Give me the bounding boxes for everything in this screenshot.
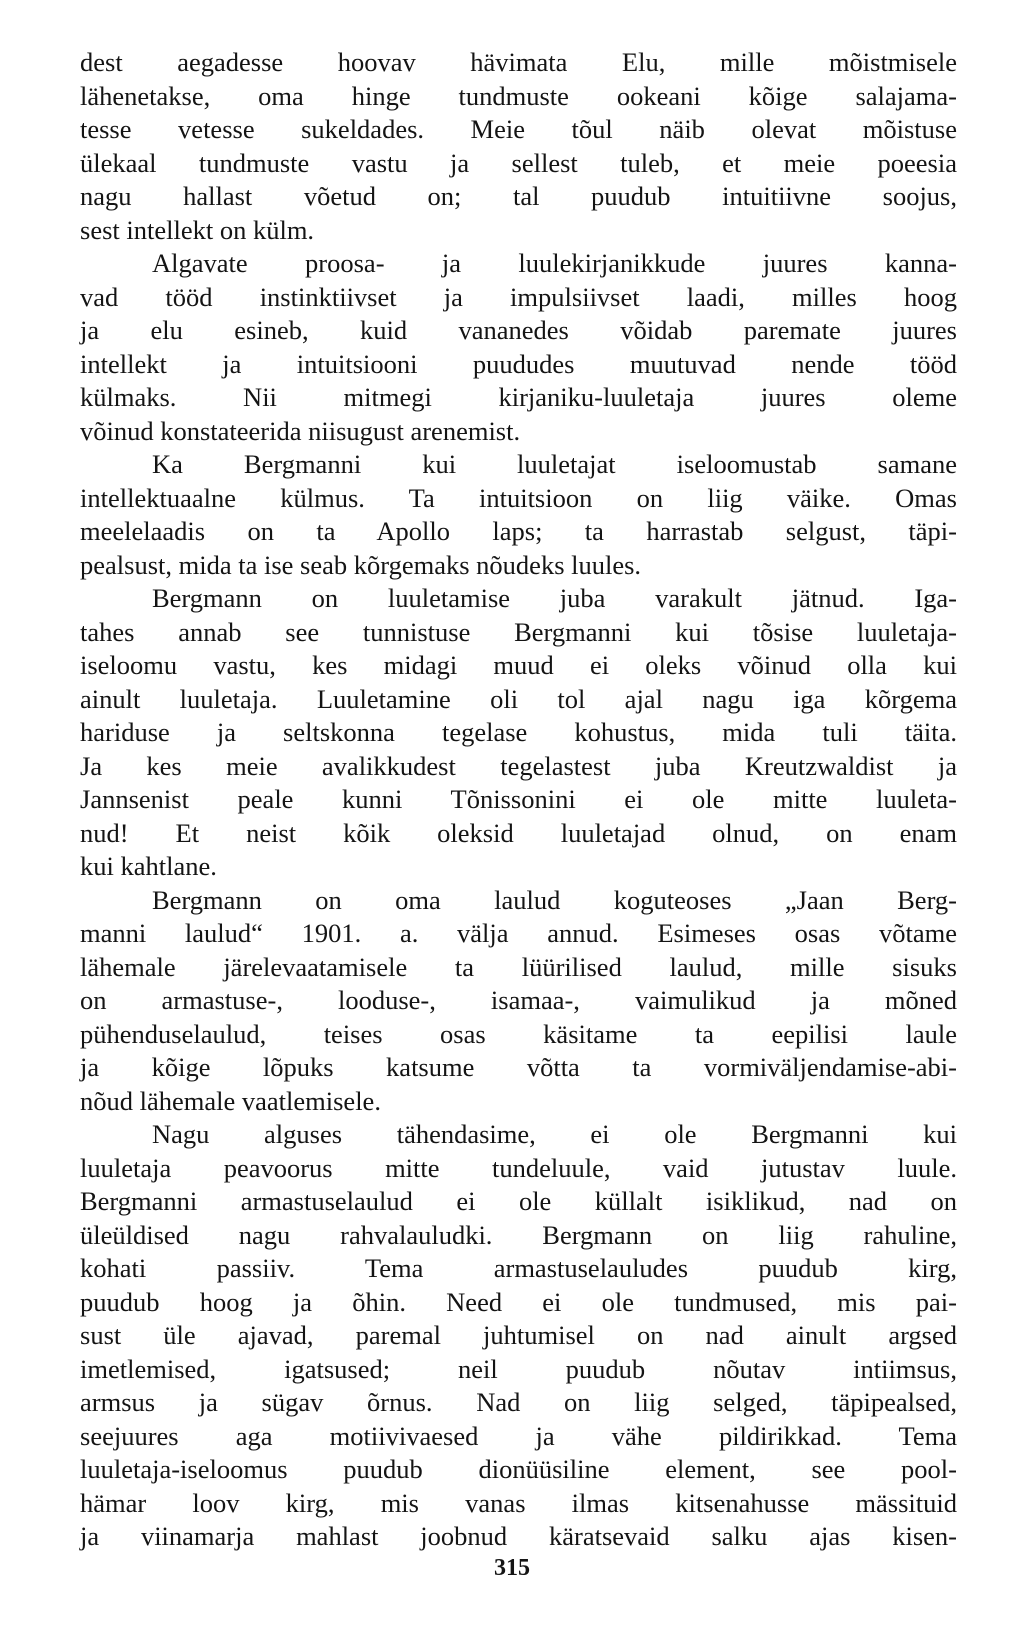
- text-line: kui kahtlane.: [80, 851, 217, 881]
- text-line: ülekaal tundmuste vastu ja sellest tuleb, et meie poeesia: [80, 147, 957, 178]
- text-line: lähenetakse, oma hinge tundmuste ookeani kõige salajama-: [80, 80, 957, 111]
- text-line: sest intellekt on külm.: [80, 214, 315, 245]
- text-line: armsus ja sügav õrnus. Nad on liig selged, täpipealsed,: [80, 1387, 957, 1417]
- text-line: meelelaadis on ta Apollo laps; ta harrastab selgust, täpi-: [80, 516, 957, 546]
- text-line: nud! Et neist kõik oleksid luuletajad olnud, on enam: [80, 817, 957, 848]
- text-line: hämar loov kirg, mis vanas ilmas kitsenahusse mässituid: [80, 1487, 957, 1518]
- text-line: ja kõige lõpuks katsume võtta ta vormiväljendamise-abi-: [80, 1052, 957, 1082]
- paragraph-start-line: Bergmann on luuletamise juba varakult jätnud. Iga-: [152, 583, 957, 613]
- paragraph-start-line: Bergmann on oma laulud koguteoses „Jaan Berg-: [152, 884, 957, 915]
- text-line: lähemale järelevaatamisele ta lüürilised laulud, mille sisuks: [80, 951, 957, 982]
- page-number: 315: [494, 1555, 530, 1581]
- text-line: Jannsenist peale kunni Tõnissonini ei ole mitte luuleta-: [80, 784, 957, 814]
- text-line: puudub hoog ja õhin. Need ei ole tundmused, mis pai-: [80, 1286, 957, 1317]
- text-line: dest aegadesse hoovav hävimata Elu, mille mõistmisele: [80, 47, 957, 77]
- text-line: sust üle ajavad, paremal juhtumisel on nad ainult argsed: [80, 1320, 957, 1350]
- text-line: ja elu esineb, kuid vananedes võidab paremate juures: [80, 315, 957, 345]
- text-line: nagu hallast võetud on; tal puudub intuitiivne soojus,: [80, 181, 957, 211]
- text-line: külmaks. Nii mitmegi kirjaniku-luuletaja juures oleme: [80, 382, 957, 412]
- text-line: hariduse ja seltskonna tegelase kohustus, mida tuli täita.: [80, 717, 957, 747]
- paragraph-start-line: Algavate proosa- ja luulekirjanikkude juures kanna-: [152, 248, 957, 278]
- text-line: intellektuaalne külmus. Ta intuitsioon on liig väike. Omas: [80, 482, 957, 513]
- text-line: luuletaja peavoorus mitte tundeluule, vaid jutustav luule.: [80, 1152, 957, 1183]
- text-line: Bergmanni armastuselaulud ei ole küllalt isiklikud, nad on: [80, 1186, 957, 1216]
- body-text: [80, 46, 957, 1554]
- text-line: üleüldised nagu rahvalauludki. Bergmann on liig rahuline,: [80, 1219, 957, 1250]
- text-line: Ja kes meie avalikkudest tegelastest juba Kreutzwaldist ja: [80, 750, 957, 781]
- text-line: intellekt ja intuitsiooni puududes muutuvad nende tööd: [80, 348, 957, 379]
- text-line: manni laulud“ 1901. a. välja annud. Esimeses osas võtame: [80, 918, 957, 948]
- text-line: nõud lähemale vaatlemisele.: [80, 1085, 381, 1116]
- text-line: imetlemised, igatsused; neil puudub nõutav intiimsus,: [80, 1353, 957, 1384]
- text-line: vad tööd instinktiivset ja impulsiivset laadi, milles hoog: [80, 281, 957, 312]
- paragraph-start-line: Nagu alguses tähendasime, ei ole Bergmanni kui: [152, 1119, 957, 1149]
- text-line: pühenduselaulud, teises osas käsitame ta eepilisi laule: [80, 1018, 957, 1049]
- text-line: pealsust, mida ta ise seab kõrgemaks nõudeks luules.: [80, 549, 642, 580]
- text-line: võinud konstateerida niisugust arenemist.: [80, 415, 521, 446]
- text-line: luuletaja-iseloomus puudub dionüüsiline element, see pool-: [80, 1454, 957, 1484]
- text-line: kohati passiiv. Tema armastuselauludes puudub kirg,: [80, 1253, 957, 1283]
- text-line: seejuures aga motiivivaesed ja vähe pildirikkad. Tema: [80, 1420, 957, 1451]
- text-line: tesse vetesse sukeldades. Meie tõul näib olevat mõistuse: [80, 114, 957, 144]
- text-line: tahes annab see tunnistuse Bergmanni kui tõsise luuletaja-: [80, 616, 957, 647]
- text-line: on armastuse-, looduse-, isamaa-, vaimulikud ja mõned: [80, 985, 957, 1015]
- text-line: ja viinamarja mahlast joobnud käratsevaid salku ajas kisen-: [80, 1521, 957, 1551]
- paragraph-start-line: Ka Bergmanni kui luuletajat iseloomustab samane: [152, 449, 957, 479]
- text-line: ainult luuletaja. Luuletamine oli tol ajal nagu iga kõrgema: [80, 683, 957, 714]
- text-line: iseloomu vastu, kes midagi muud ei oleks võinud olla kui: [80, 650, 957, 680]
